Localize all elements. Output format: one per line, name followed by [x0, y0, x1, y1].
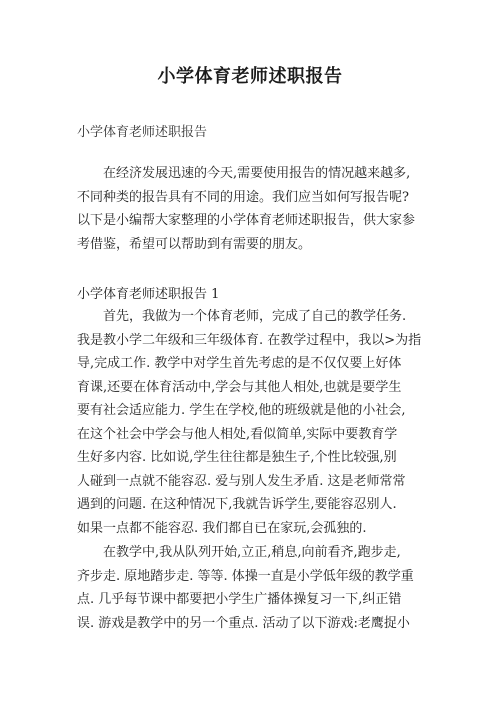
intro-line: 考借鉴，希望可以帮助到有需要的朋友。	[77, 236, 312, 252]
body-line: 育课,还要在体育活动中,学会与其他人相处,也就是要学生	[77, 379, 402, 395]
body-line: 点. 几乎每节课中都要把小学生广播体操复习一下,纠正错	[77, 592, 402, 607]
body-line: 首先，我做为一个体育老师，完成了自己的教学任务.	[103, 309, 407, 324]
body-line: 导,完成工作. 教学中对学生首先考虑的是不仅仅要上好体	[77, 356, 402, 371]
body-line: 如果一点都不能容忍. 我们都自已在家玩,会孤独的.	[77, 520, 367, 536]
body-line: 人碰到一点就不能容忍. 爱与别人发生矛盾. 这是老师常常	[77, 473, 406, 489]
section-heading-text: 小学体育老师述职报告 1	[77, 287, 220, 302]
body-paragraph-2	[77, 541, 437, 635]
intro-line: 不同种类的报告具有不同的用途。我们应当如何写报告呢?	[77, 189, 409, 205]
body-line: 在这个社会中学会与他人相处,看似简单,实际中要教育学	[77, 426, 398, 442]
body-paragraph-1	[77, 305, 437, 540]
section-heading	[77, 283, 437, 307]
document-subtitle: 小学体育老师述职报告	[77, 125, 208, 140]
intro-line: 在经济发展迅速的今天,需要使用报告的情况越来越多,	[103, 166, 411, 181]
document-title: 小学体育老师述职报告	[157, 66, 343, 87]
body-line: 在教学中,我从队列开始,立正,稍息,向前看齐,跑步走,	[103, 545, 401, 560]
body-line: 齐步走. 原地踏步走. 等等. 体操一直是小学低年级的教学重	[77, 568, 414, 584]
intro-paragraph	[77, 162, 437, 256]
body-line: 生好多内容. 比如说,学生往往都是独生子,个性比较强,别	[77, 450, 397, 465]
body-line: 我是教小学二年级和三年级体育. 在教学过程中，我以>为指	[77, 332, 422, 348]
body-line: 要有社会适应能力. 学生在学校,他的班级就是他的小社会,	[77, 403, 406, 418]
body-line: 误. 游戏是教学中的另一个重点. 活动了以下游戏:老鹰捉小	[77, 615, 410, 631]
intro-line: 以下是小编帮大家整理的小学体育老师述职报告，供大家参	[77, 213, 416, 228]
body-line: 遇到的问题. 在这种情况下,我就告诉学生,要能容忍别人.	[77, 497, 397, 512]
